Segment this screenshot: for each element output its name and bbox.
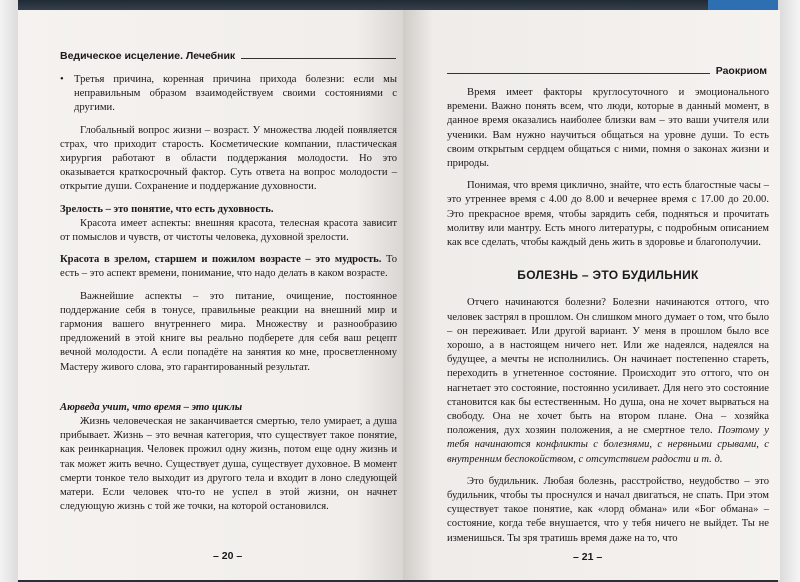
left-paragraph-1: Глобальный вопрос жизни – возраст. У множества людей появляется страх, что приходит старость. Косметические компании, пластическая хирургия работают в области поддержания молодости. Но это оказывается краткосрочный фактор. Суть ответа на вопрос молодости – открытие души. Сохранение и поддержание духовности. [60, 124, 397, 193]
left-subheading-1: Зрелость – это понятие, что есть духовность. [60, 203, 274, 215]
right-paragraph-1: Время имеет факторы круглосуточного и эмоционального времени. Важно понять всем, что люди, которые в данный момент, в данное время оказались наиболее близки вам – это ваши учителя или ученики. Вам нужно научиться общаться на уровне души. То есть своим открытым сердцем общаться с ними, помня о законах жизни и природы. [447, 87, 769, 170]
left-subheading-2: Красота в зрелом, старшем и пожилом возрасте – это мудрость. [60, 254, 382, 266]
left-running-header [60, 50, 396, 66]
right-page-number: – 21 – [573, 551, 603, 563]
left-paragraph-2: Красота имеет аспекты: внешняя красота, телесная красота зависит от помыслов и чувств, от чистоты человека, духовной зрелости. [60, 217, 397, 244]
right-paragraph-3 [447, 296, 769, 466]
left-paragraph-3: Важнейшие аспекты – это питание, очищение, постоянное поддержание себя в тонусе, правильные реакции на внешний мир и гармония вашего внутреннего мира. Множеству и разнообразию предложений в этой книге вы реально подберете для себя ваш рецепт вечной молодости. А если попадёте на занятия ко мне, просветленному Мастеру живого слова, это гарантированный результат. [60, 290, 397, 373]
left-subheading-2-tail: То есть – это аспект времени, понимание, что надо делать в каком возрасте. [60, 254, 397, 280]
bullet-text: Третья причина, коренная причина прихода болезни: если мы неправильным образом взаимодействуем своими состояниями с другими. [74, 74, 397, 114]
left-page [18, 10, 403, 580]
left-paragraph-4: Жизнь человеческая не заканчивается смертью, тело умирает, а душа прибывает. Жизнь – это вечная категория, что существует такое понятие, как реинкарнация. Человек прожил одну жизнь, потом еще одну жизнь и так может жить вечно. Существует душа, существует духовное. В момент смерти тонкое тело выходит из другого тела и входит в лоно следующей матери. Если человек что-то не успел в этой жизни, он начнет следующую жизнь с той же точки, на которой остановился. [60, 416, 397, 513]
section-title: БОЛЕЗНЬ – ЭТО БУДИЛЬНИК [517, 268, 699, 283]
left-header-title: Ведическое исцеление. Лечебник [60, 50, 241, 62]
right-paragraph-4: Это будильник. Любая болезнь, расстройство, неудобство – это будильник, чтобы ты проснулся и начал двигаться, не спать. При этом существует такое понятие, как «лорд обмана» или «Бог обмана» – состояние, когда тебе внушается, что у тебя ничего не выйдет. Ты не изменишься. Ты зря тратишь время даже на то, что [447, 475, 769, 544]
bullet-paragraph [60, 73, 397, 116]
right-paragraph-3-main: Отчего начинаются болезни? Болезни начинаются оттого, что человек застрял в прошлом. Он слишком много думает о том, что было – он переживает. Или другой вариант. У меня в прошлом было все хорошо, а в настоящем ничего нет. Или же надеялся, надеялся на будущее, а мечты не исполнились. Он начинает постепенно стареть, переходить в угнетенное состояние. Происходит это оттого, что он нагнетает это состояние, постоянно усиливает. Для него это состояние становится как бы естественным. Но душа, она не хочет вырваться на свободу. Она не хочет быть на втором плане. Она – хозяйка положения, дух хозяин положения, а не смертное тело. [447, 297, 769, 437]
right-paragraph-2: Понимая, что время циклично, знайте, что есть благостные часы – это утреннее время с 4.00 до 8.00 и вечернее время с 17.00 до 20.00. Это прекрасное время, чтобы зарядить себя, подняться и прочитать молитву или мантру. Есть много литературы, с подробным описанием как все сделать, чтобы каждый день жить в здоровье и благополучии. [447, 180, 769, 249]
bullet-icon: • [60, 74, 64, 85]
left-page-text [60, 73, 397, 514]
left-paragraph-wisdom [60, 253, 397, 281]
right-running-header [447, 65, 767, 81]
right-page-text [447, 86, 769, 546]
right-header-title: Раокриом [710, 65, 767, 77]
scan-background-left [0, 0, 18, 582]
scan-background-right [778, 0, 800, 582]
left-subheading-3: Аюрведа учит, что время – это циклы [60, 401, 243, 413]
right-page [403, 10, 780, 580]
left-page-number: – 20 – [213, 550, 243, 562]
right-paragraph-3-italic: Поэтому у тебя начинаются конфликты с болезнями, с нервными срывами, с внутренним беспокойством, с отсутствием радости и т. д. [447, 425, 769, 465]
